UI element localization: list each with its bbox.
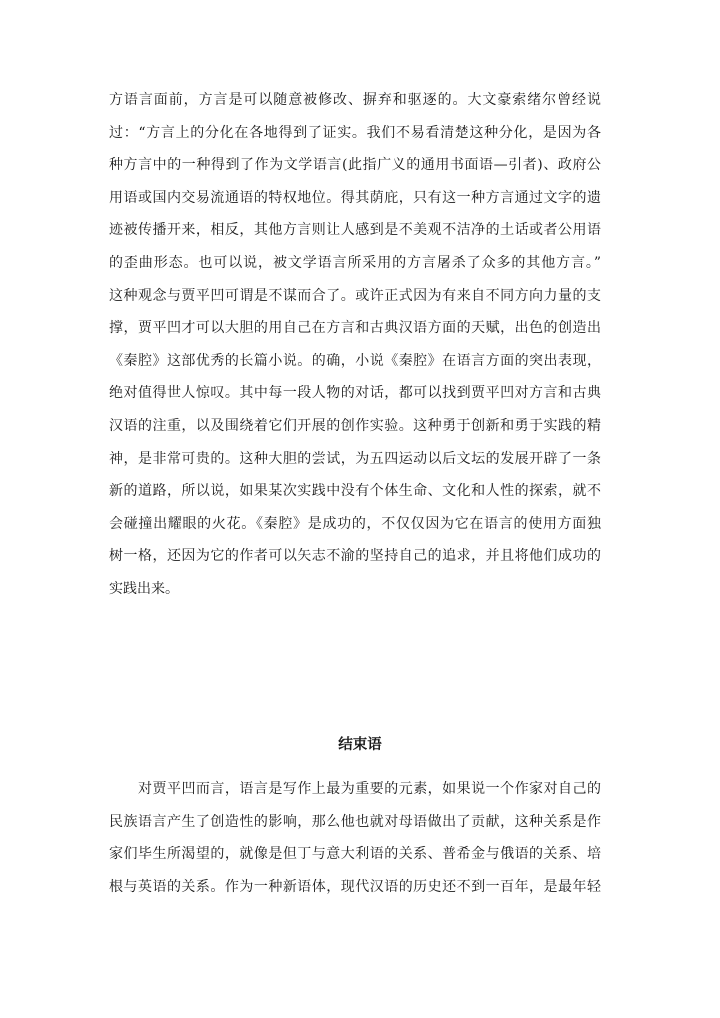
text-line: 会碰撞出耀眼的火花。《秦腔》是成功的，不仅仅因为它在语言的使用方面独 <box>109 515 601 532</box>
text-line: 过：“方言上的分化在各地得到了证实。我们不易看清楚这种分化，是因为各 <box>109 124 601 141</box>
text-line: 神，是非常可贵的。这种大胆的尝试，为五四运动以后文坛的发展开辟了一条 <box>109 450 601 467</box>
text-line: 新的道路，所以说，如果某次实践中没有个体生命、文化和人性的探索，就不 <box>109 483 601 500</box>
text-line: 撑，贾平凹才可以大胆的用自己在方言和古典汉语方面的天赋，出色的创造出 <box>109 320 601 337</box>
text-line: 家们毕生所渴望的，就像是但丁与意大利语的关系、普希金与俄语的关系、培 <box>109 846 601 863</box>
text-line: 民族语言产生了创造性的影响，那么他也就对母语做出了贡献，这种关系是作 <box>109 813 601 830</box>
body-paragraph-1 <box>109 84 601 606</box>
text-line: 汉语的注重，以及围绕着它们开展的创作实验。这种勇于创新和勇于实践的精 <box>109 417 601 434</box>
text-line: 对贾平凹而言，语言是写作上最为重要的元素，如果说一个作家对自己的 <box>138 781 601 797</box>
section-heading: 结束语 <box>338 736 382 753</box>
text-line: 迹被传播开来，相反，其他方言则让人感到是不美观不洁净的土话或者公用语 <box>109 222 601 239</box>
text-line: 种方言中的一种得到了作为文学语言(此指广义的通用书面语—引者)、政府公 <box>109 157 602 174</box>
text-line: 实践出来。 <box>109 580 179 597</box>
text-line: 这种观念与贾平凹可谓是不谋而合了。或许正式因为有来自不同方向力量的支 <box>109 287 601 304</box>
body-paragraph-2 <box>109 773 601 903</box>
text-line: 绝对值得世人惊叹。其中每一段人物的对话，都可以找到贾平凹对方言和古典 <box>109 385 601 402</box>
text-line: 方语言面前，方言是可以随意被修改、摒弃和驱逐的。大文豪索绪尔曾经说 <box>109 92 601 108</box>
text-line: 用语或国内交易流通语的特权地位。得其荫庇，只有这一种方言通过文字的遗 <box>109 189 601 206</box>
text-line: 的歪曲形态。也可以说，被文学语言所采用的方言屠杀了众多的其他方言。” <box>109 254 601 271</box>
text-line: 《秦腔》这部优秀的长篇小说。的确，小说《秦腔》在语言方面的突出表现， <box>109 352 601 369</box>
text-line: 树一格，还因为它的作者可以矢志不渝的坚持自己的追求，并且将他们成功的 <box>109 548 601 565</box>
text-line: 根与英语的关系。作为一种新语体，现代汉语的历史还不到一百年，是最年轻 <box>109 878 601 895</box>
